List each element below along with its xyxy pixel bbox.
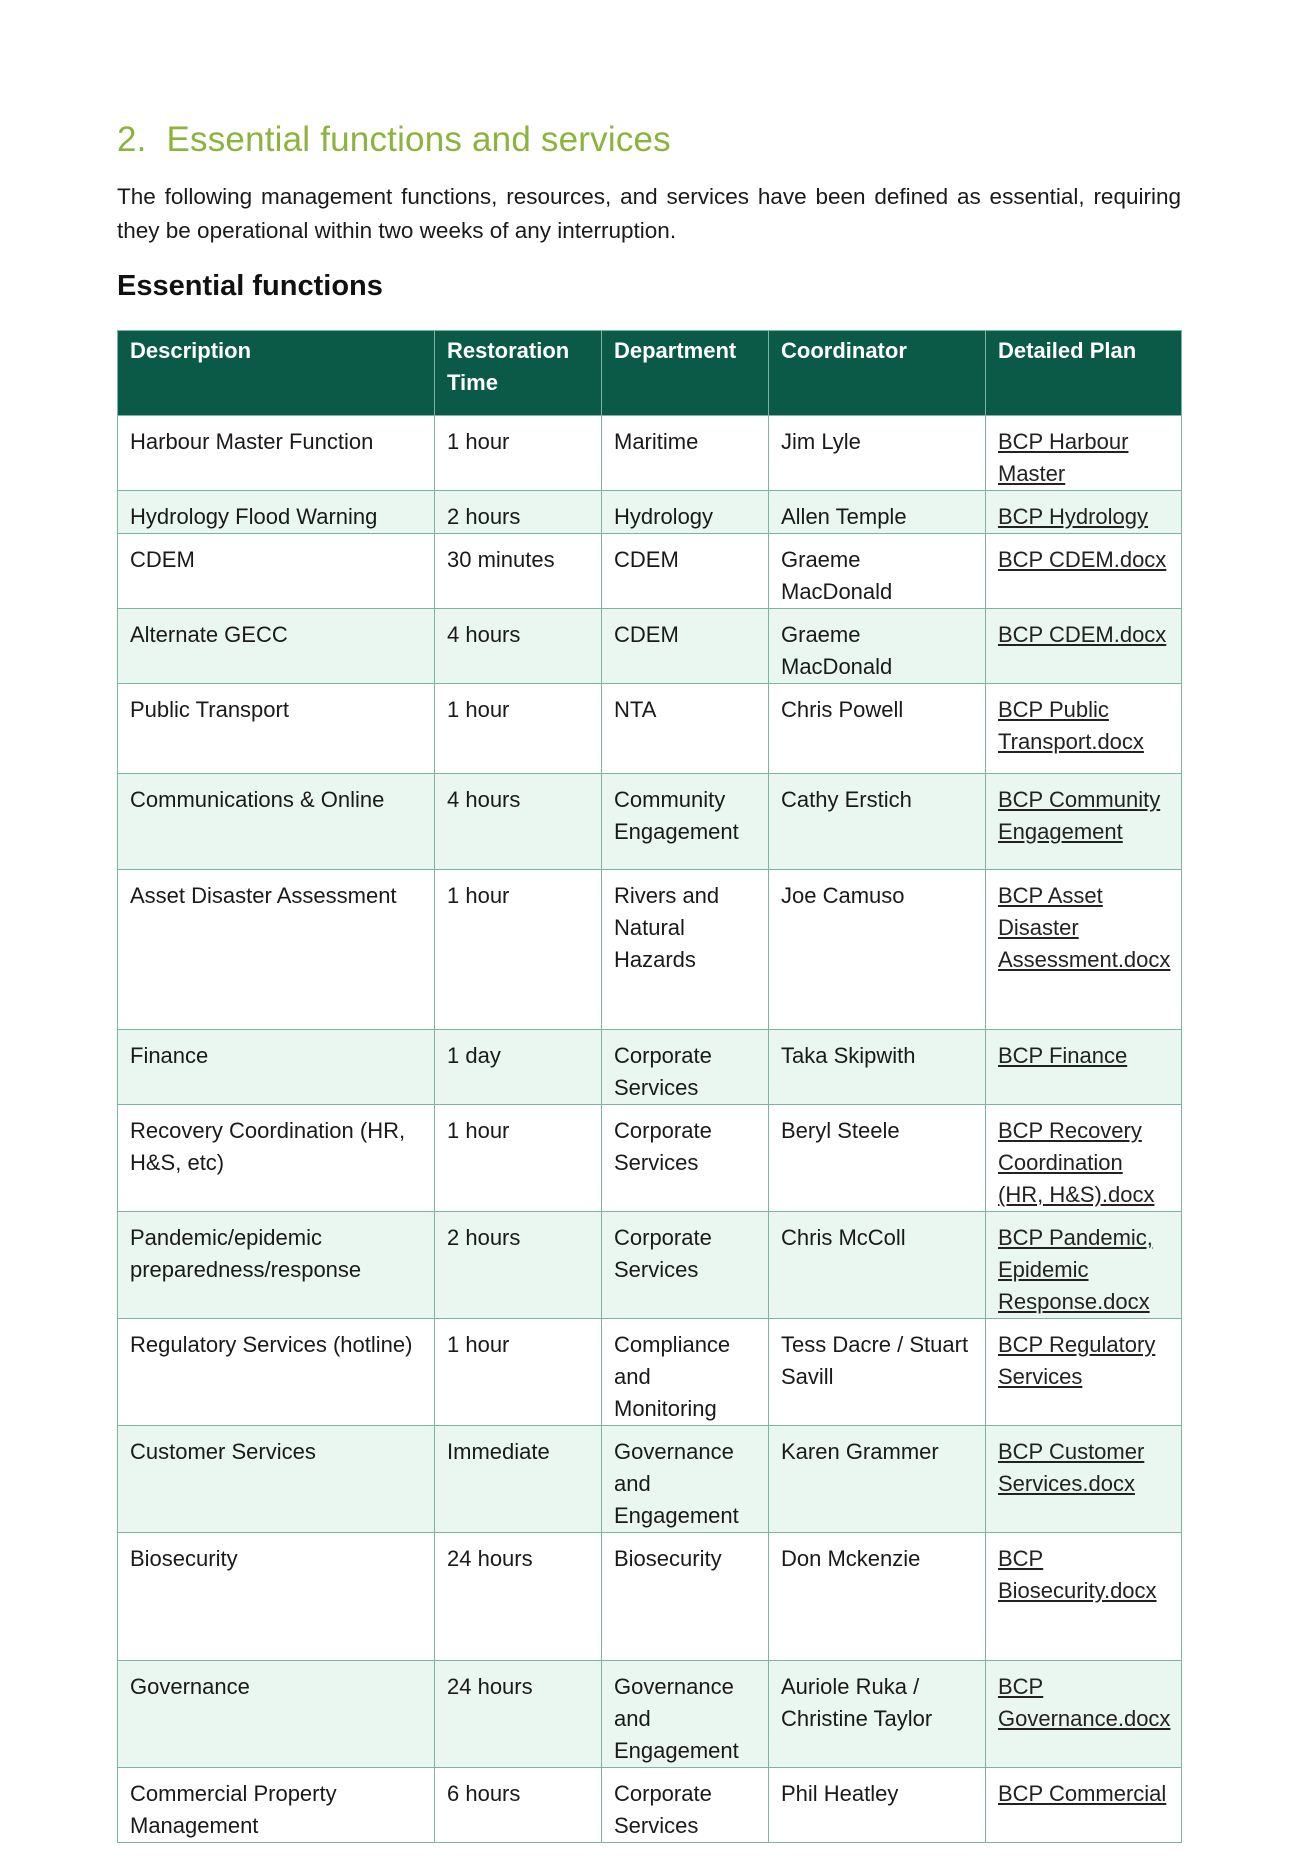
plan-link[interactable]: BCP Asset Disaster Assessment.docx [986,870,1182,1030]
header-restoration-time: Restoration Time [435,331,602,416]
cell-description: Biosecurity [118,1533,435,1661]
cell-coordinator: Graeme MacDonald [769,609,986,684]
cell-description: Customer Services [118,1426,435,1533]
plan-link[interactable]: BCP Public Transport.docx [986,684,1182,774]
plan-link[interactable]: BCP Harbour Master [986,416,1182,491]
table-row [118,684,1182,774]
cell-department: Corporate Services [602,1105,769,1212]
essential-functions-table [117,330,1182,1843]
section-heading [117,120,671,160]
cell-coordinator: Graeme MacDonald [769,534,986,609]
cell-department: Rivers and Natural Hazards [602,870,769,1030]
cell-department: Community Engagement [602,774,769,870]
plan-link[interactable]: BCP Recovery Coordination (HR, H&S).docx [986,1105,1182,1212]
cell-department: Corporate Services [602,1030,769,1105]
header-detailed-plan: Detailed Plan [986,331,1182,416]
table-row [118,534,1182,609]
cell-time: 1 hour [435,684,602,774]
cell-description: Hydrology Flood Warning [118,491,435,534]
cell-time: 1 hour [435,1105,602,1212]
cell-time: 24 hours [435,1661,602,1768]
cell-description: Asset Disaster Assessment [118,870,435,1030]
plan-link[interactable]: BCP Customer Services.docx [986,1426,1182,1533]
table-row [118,1768,1182,1843]
cell-department: NTA [602,684,769,774]
subheading: Essential functions [117,270,383,302]
cell-time: 2 hours [435,1212,602,1319]
plan-link[interactable]: BCP Community Engagement [986,774,1182,870]
header-department: Department [602,331,769,416]
cell-time: 1 day [435,1030,602,1105]
table-row [118,870,1182,1030]
plan-link[interactable]: BCP CDEM.docx [986,534,1182,609]
table-row [118,1661,1182,1768]
cell-department: Maritime [602,416,769,491]
table-row [118,1105,1182,1212]
cell-coordinator: Don Mckenzie [769,1533,986,1661]
cell-department: Corporate Services [602,1768,769,1843]
cell-time: 1 hour [435,1319,602,1426]
cell-description: Governance [118,1661,435,1768]
cell-coordinator: Chris Powell [769,684,986,774]
cell-description: Public Transport [118,684,435,774]
cell-time: 1 hour [435,870,602,1030]
cell-description: Pandemic/epidemic preparedness/response [118,1212,435,1319]
cell-description: Harbour Master Function [118,416,435,491]
cell-coordinator: Joe Camuso [769,870,986,1030]
cell-description: Regulatory Services (hotline) [118,1319,435,1426]
cell-time: 24 hours [435,1533,602,1661]
cell-description: Communications & Online [118,774,435,870]
cell-description: Recovery Coordination (HR, H&S, etc) [118,1105,435,1212]
cell-coordinator: Cathy Erstich [769,774,986,870]
cell-time: 30 minutes [435,534,602,609]
cell-time: 2 hours [435,491,602,534]
table-row [118,1030,1182,1105]
cell-department: Corporate Services [602,1212,769,1319]
cell-coordinator: Auriole Ruka / Christine Taylor [769,1661,986,1768]
cell-time: 1 hour [435,416,602,491]
table-header-row [118,331,1182,416]
header-coordinator: Coordinator [769,331,986,416]
table-row [118,416,1182,491]
cell-department: Governance and Engagement [602,1661,769,1768]
cell-department: Hydrology [602,491,769,534]
section-number: 2. [117,120,147,159]
cell-department: Compliance and Monitoring [602,1319,769,1426]
cell-time: 4 hours [435,774,602,870]
plan-link[interactable]: BCP Governance.docx [986,1661,1182,1768]
intro-paragraph: The following management functions, resources, and services have been defined as essential, requiring they be operational within two weeks of any interruption. [117,184,1181,243]
cell-time: 4 hours [435,609,602,684]
cell-department: Governance and Engagement [602,1426,769,1533]
cell-department: Biosecurity [602,1533,769,1661]
plan-link[interactable]: BCP CDEM.docx [986,609,1182,684]
section-title: Essential functions and services [166,120,671,159]
table-row [118,1426,1182,1533]
plan-link[interactable]: BCP Regulatory Services [986,1319,1182,1426]
table-row [118,774,1182,870]
cell-time: 6 hours [435,1768,602,1843]
cell-department: CDEM [602,609,769,684]
plan-link[interactable]: BCP Biosecurity.docx [986,1533,1182,1661]
plan-link[interactable]: BCP Commercial [986,1768,1182,1843]
plan-link[interactable]: BCP Pandemic, Epidemic Response.docx [986,1212,1182,1319]
cell-coordinator: Tess Dacre / Stuart Savill [769,1319,986,1426]
cell-description: Finance [118,1030,435,1105]
cell-description: CDEM [118,534,435,609]
table-row [118,1533,1182,1661]
header-description: Description [118,331,435,416]
plan-link[interactable]: BCP Hydrology [986,491,1182,534]
cell-coordinator: Jim Lyle [769,416,986,491]
cell-coordinator: Allen Temple [769,491,986,534]
cell-department: CDEM [602,534,769,609]
cell-time: Immediate [435,1426,602,1533]
cell-description: Alternate GECC [118,609,435,684]
cell-coordinator: Taka Skipwith [769,1030,986,1105]
table-row [118,491,1182,534]
table-row [118,609,1182,684]
cell-description: Commercial Property Management [118,1768,435,1843]
cell-coordinator: Chris McColl [769,1212,986,1319]
cell-coordinator: Beryl Steele [769,1105,986,1212]
cell-coordinator: Karen Grammer [769,1426,986,1533]
table-row [118,1212,1182,1319]
plan-link[interactable]: BCP Finance [986,1030,1182,1105]
cell-coordinator: Phil Heatley [769,1768,986,1843]
table-row [118,1319,1182,1426]
